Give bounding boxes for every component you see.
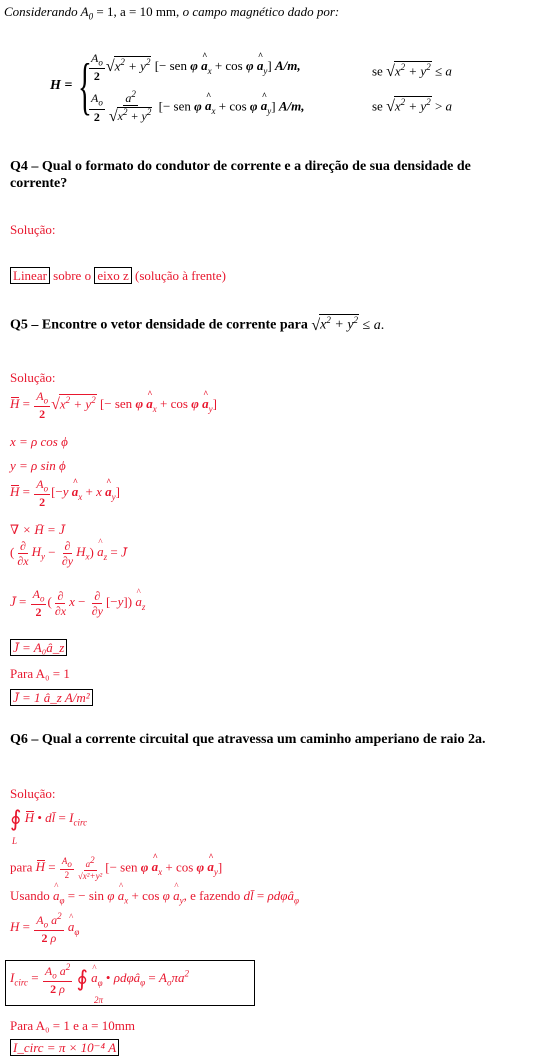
h-definition xyxy=(50,50,530,130)
q5-result2-box: J̄ = 1 â_z A/m² xyxy=(10,689,93,706)
q5-eq-curl: ∇ × H̄ = J̄ xyxy=(10,522,65,537)
q4-answer-end: (solução à frente) xyxy=(131,268,226,283)
q4-answer xyxy=(10,268,226,284)
q4-title: Q4 – Qual o formato do condutor de corrente e a direção de sua densidade de corrente? xyxy=(10,159,471,191)
q6-para: Para A₀ = 1 e a = 10mm xyxy=(10,1018,135,1033)
piecewise-brace: { xyxy=(78,50,92,121)
q5-eq-h: H = $\frac{A_o}{2}$ $√x^2 + y^2$ [− sen φ ^ $a_x + \cos \varphi$ ^ $a_y$] xyxy=(10,390,217,420)
q6-eq-integral: ∮ H • dl̄ = $I_{circ}$ L xyxy=(10,806,88,846)
q5-eq-x: x = ρ cos ϕ xyxy=(10,434,68,449)
q5-title: Q5 – Encontre o vetor densidade de corrente para $√x^2 + y^2 \le a$. xyxy=(10,315,385,334)
q4-answer-box-eixo: eixo z xyxy=(94,267,131,284)
intro-a0-sub: 0 xyxy=(88,11,94,22)
q5-eq-y: y = ρ sin ϕ xyxy=(10,458,66,473)
q6-eq-para: para H = $\frac{A_o}{2}$ $\frac{a^2}{\text{√x²+y²}}$ [− sen φ ^ $a_x + \cos \varphi$ ^ $a_y$] xyxy=(10,856,222,881)
h-case1: $\frac{A_o}{2}$ $√x^2 + y^2$ [− sen φ ^ $a_x + \cos \varphi$ ^ $a_y$] A/m, xyxy=(88,52,301,82)
h-unit-1: A/m, xyxy=(274,58,301,74)
h-lhs: H = xyxy=(50,78,73,93)
q4-answer-mid: sobre o xyxy=(49,268,95,283)
intro-prefix: Considerando A xyxy=(4,4,89,19)
intro-italic: o campo magnético dado por: xyxy=(182,4,340,19)
q5-eq-h2: H = $\frac{A_o}{2}$ [−y ^ $a_x + x$ ^ $a_y$] xyxy=(10,478,120,508)
q4-answer-box-linear: Linear xyxy=(10,267,50,284)
q5-result2 xyxy=(10,690,93,706)
q6-usando-text: Usando xyxy=(10,888,50,903)
h-case2: $\frac{A_o}{2}$ $\frac{a^2}{√x^2 + y^2}$ [− sen φ ^ $a_x + \cos \varphi$ ^ $a_y$] A/m, xyxy=(88,90,305,125)
h-cond2: se $√x^2 + y^2 > a$ xyxy=(372,97,453,116)
q6-solution-label: Solução: xyxy=(10,786,56,801)
q6-eq-icirc: $I_{circ}$ = $\frac{A_o a^2}{2 \rho}$ ∮ ^ $a_\varphi$ • ρdφâ$_\varphi$ = $A_o\pi a^2$ 2π xyxy=(5,960,255,1006)
q4-solution-label: Solução: xyxy=(10,222,56,237)
q6-eq-usando: Usando ^ $a_\varphi$ = − sin φ ^ $a_x + \cos \varphi$ ^ $a_y$, e fazendo dl̄ = ρdφâ$_\varphi$ xyxy=(10,888,299,906)
q5-solution-label: Solução: xyxy=(10,370,56,385)
q5-result1-box: J̄ = A₀â_z xyxy=(10,639,67,656)
q6-fazendo-text: , e fazendo xyxy=(183,888,241,903)
h-cond1: se $√x^2 + y^2 \le a$ xyxy=(372,62,452,81)
q5-para: Para A₀ = 1 xyxy=(10,666,70,681)
q6-eq-h: H = $\frac{A_o a^2}{2 \rho}$ ^ $a_\varphi$ xyxy=(10,912,79,944)
q5-result1 xyxy=(10,640,67,656)
q5-eq-j: J̄ = $\frac{A_o}{2}$ ( $\frac{\partial}{\partial x}$ x − $\frac{\partial}{\partial y}$ [−y]) ^ $a_z$ xyxy=(10,588,145,618)
q5-eq-partial: ( $\frac{\partial}{\partial x}$ $H_y$ − $\frac{\partial}{\partial y}$ $H_x$) ^ $a_z$ = J̄ xyxy=(10,540,127,567)
q6-title: Q6 – Qual a corrente circuital que atravessa um caminho amperiano de raio 2a. xyxy=(10,732,486,747)
q6-result-box: I_circ = π × 10⁻⁴ A xyxy=(10,1039,119,1056)
intro-line xyxy=(4,4,339,22)
q6-result xyxy=(10,1040,119,1056)
intro-rest: = 1, a = 10 mm, xyxy=(93,4,183,19)
q5-title-text: Q5 – Encontre o vetor densidade de corrente para xyxy=(10,317,308,333)
